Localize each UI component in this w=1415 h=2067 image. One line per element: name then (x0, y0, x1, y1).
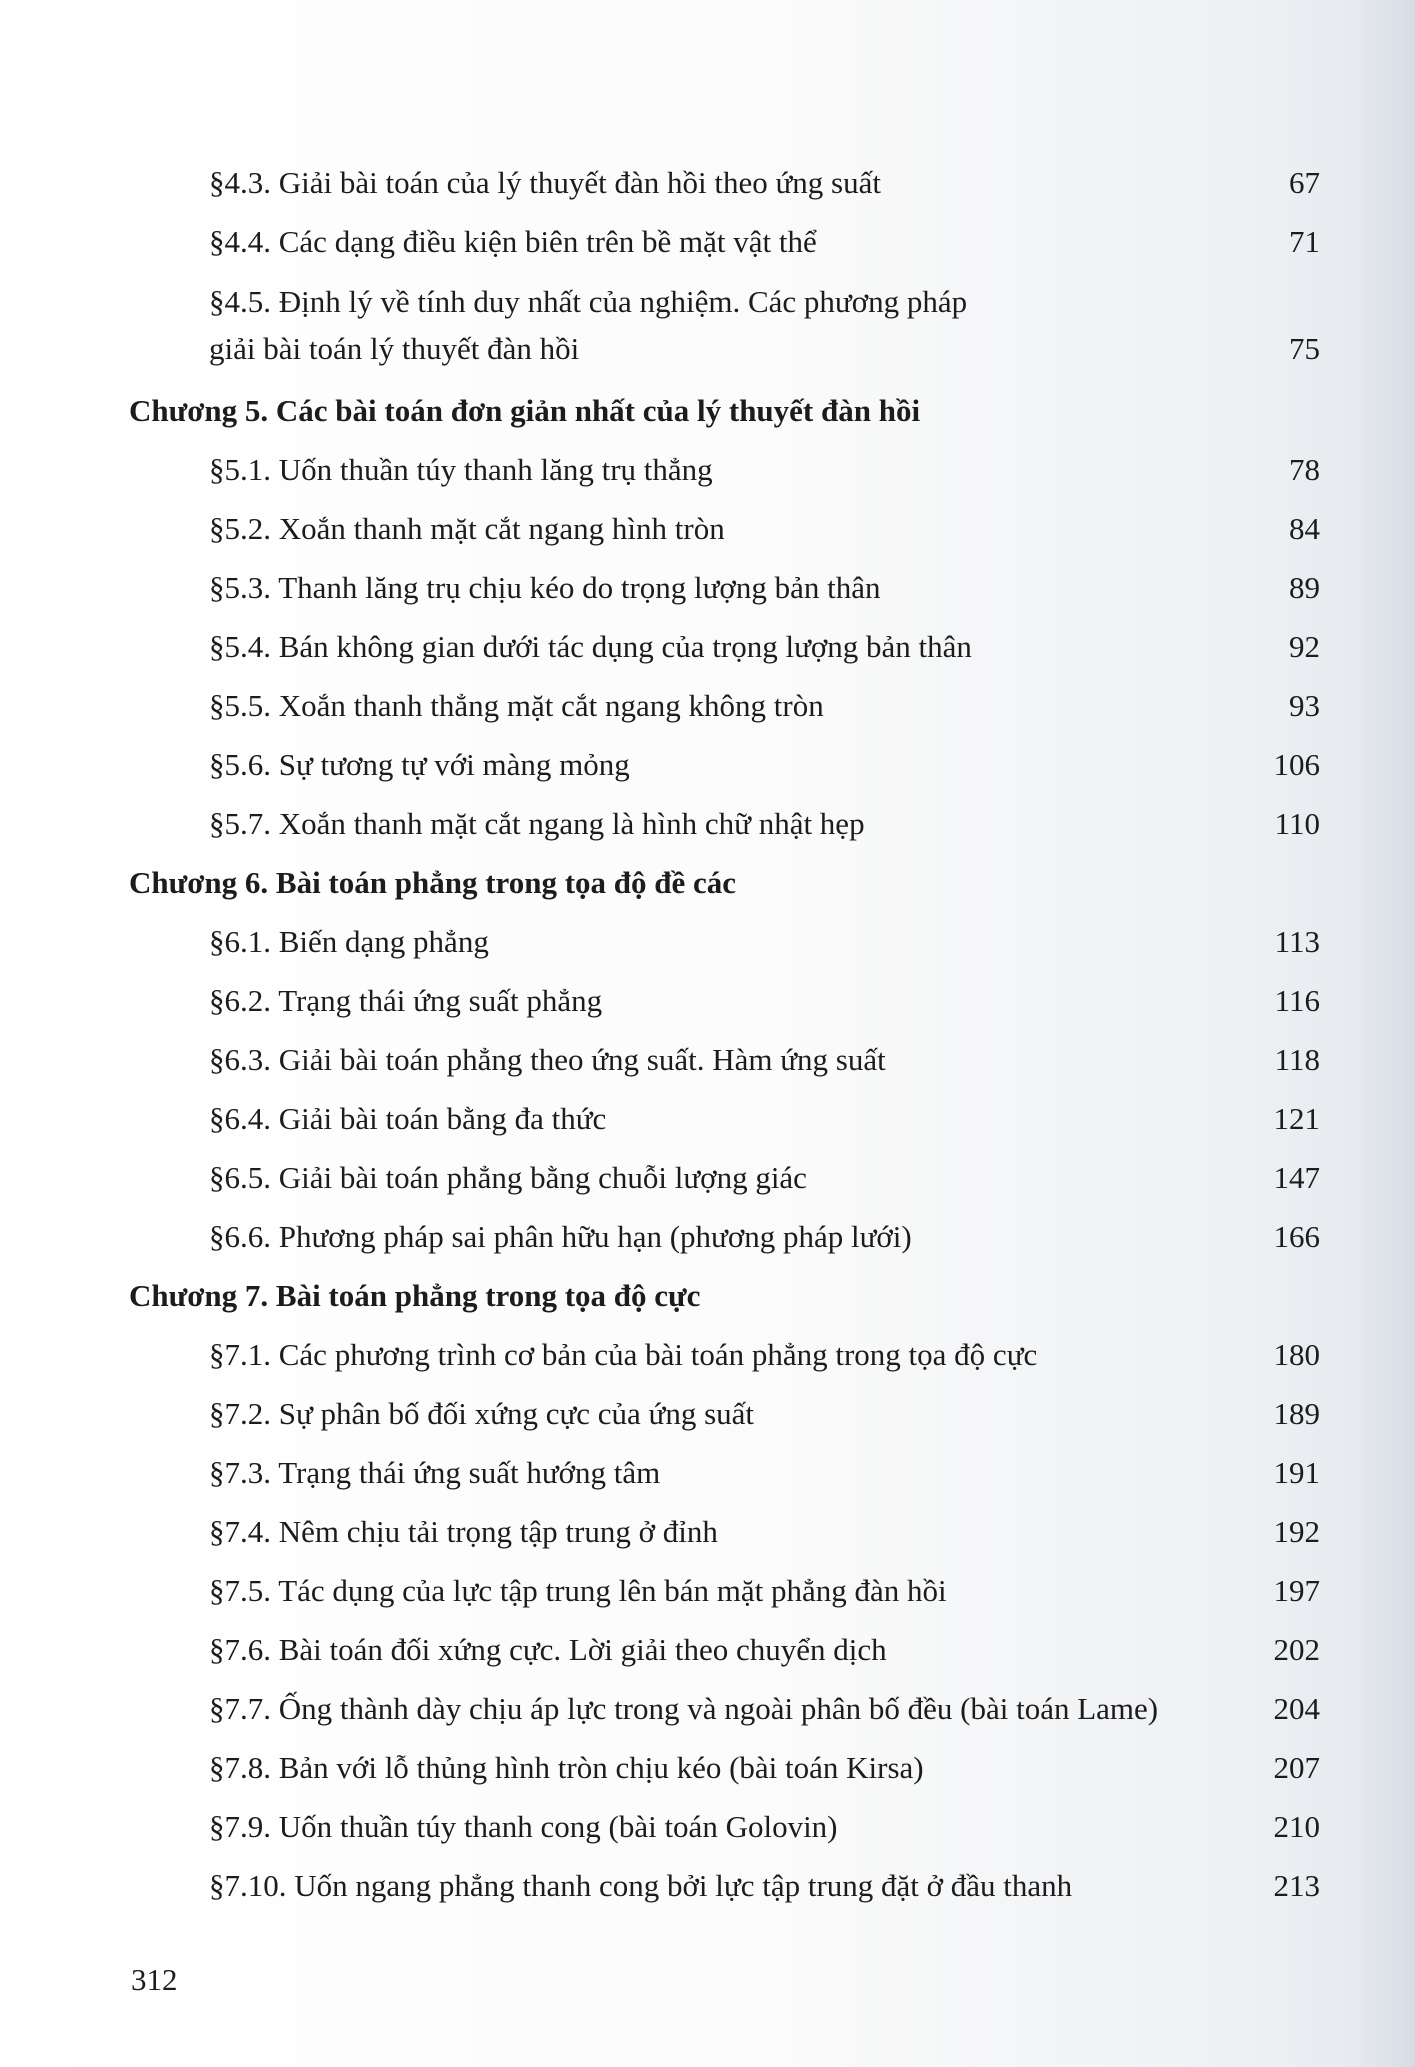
toc-entry (209, 1035, 886, 1085)
toc-entry-page: 71 (1289, 224, 1320, 259)
toc-entry (209, 1094, 606, 1144)
toc-entry-title: §4.4. Các dạng điều kiện biên trên bề mặt vật thể (209, 224, 817, 259)
toc-entry (209, 681, 824, 731)
toc-chapter-heading (129, 1271, 700, 1321)
toc-entry-page: 84 (1289, 511, 1320, 546)
toc-entry (209, 1153, 807, 1203)
toc-entry-title: §7.8. Bản với lỗ thủng hình tròn chịu kéo (bài toán Kirsa) (209, 1750, 924, 1785)
toc-entry-page: 192 (1273, 1514, 1320, 1549)
toc-entry-page: 204 (1273, 1691, 1320, 1726)
toc-entry-page: 166 (1273, 1219, 1320, 1254)
toc-entry-title: §6.4. Giải bài toán bằng đa thức (209, 1101, 607, 1136)
toc-entry-title: §5.4. Bán không gian dưới tác dụng của trọng lượng bản thân (209, 629, 972, 664)
toc-entry (209, 1802, 838, 1852)
toc-entry (209, 740, 630, 790)
toc-entry (209, 1330, 1037, 1380)
toc-chapter-heading (129, 386, 920, 436)
toc-entry-title: §6.3. Giải bài toán phẳng theo ứng suất. Hàm ứng suất (209, 1042, 886, 1077)
toc-entry (209, 799, 865, 849)
toc-entry (209, 158, 881, 208)
page-number: 312 (131, 1962, 178, 1997)
toc-entry-page: 110 (1274, 806, 1320, 841)
toc-entry-page: 67 (1289, 165, 1320, 200)
toc-entry-title: §5.1. Uốn thuần túy thanh lăng trụ thẳng (209, 452, 713, 487)
toc-entry-title: §7.6. Bài toán đối xứng cực. Lời giải theo chuyển dịch (209, 1632, 887, 1667)
toc-entry-title: §4.5. Định lý về tính duy nhất của nghiệm. Các phương pháp (209, 284, 968, 319)
toc-entry (209, 217, 817, 267)
toc-chapter-title: Chương 5. Các bài toán đơn giản nhất của lý thuyết đàn hồi (129, 393, 921, 428)
toc-entry-title: §4.3. Giải bài toán của lý thuyết đàn hồi theo ứng suất (209, 165, 881, 200)
page-edge-shadow (1355, 0, 1415, 2067)
toc-entry (209, 1212, 912, 1262)
toc-entry-title: §7.5. Tác dụng của lực tập trung lên bán mặt phẳng đàn hồi (209, 1573, 947, 1608)
toc-entry (209, 504, 725, 554)
toc-entry-page: 202 (1273, 1632, 1320, 1667)
toc-entry (209, 1625, 887, 1675)
toc-entry-page: 118 (1274, 1042, 1320, 1077)
toc-entry-title: §6.6. Phương pháp sai phân hữu hạn (phương pháp lưới) (209, 1219, 912, 1254)
toc-entry-page: 89 (1289, 570, 1320, 605)
toc-entry-title: §6.5. Giải bài toán phẳng bằng chuỗi lượng giác (209, 1160, 807, 1195)
toc-entry-page: 93 (1289, 688, 1320, 723)
toc-entry (209, 976, 602, 1026)
toc-entry-page: 92 (1289, 629, 1320, 664)
toc-entry-title: §5.7. Xoắn thanh mặt cắt ngang là hình chữ nhật hẹp (209, 806, 865, 841)
toc-entry (209, 563, 880, 613)
toc-entry-title: §5.5. Xoắn thanh thẳng mặt cắt ngang không tròn (209, 688, 824, 723)
toc-entry (209, 445, 713, 495)
toc-chapter-title: Chương 7. Bài toán phẳng trong tọa độ cực (129, 1278, 701, 1313)
toc-entry-title: §5.6. Sự tương tự với màng mỏng (209, 747, 630, 782)
toc-entry-page: 78 (1289, 452, 1320, 487)
toc-entry-page: 189 (1273, 1396, 1320, 1431)
toc-entry-title: §6.2. Trạng thái ứng suất phẳng (209, 983, 603, 1018)
toc-entry (209, 1507, 718, 1557)
toc-entry-page: 180 (1273, 1337, 1320, 1372)
toc-entry (209, 1389, 754, 1439)
toc-entry (209, 622, 972, 672)
toc-entry (209, 1861, 1072, 1911)
toc-entry-page: 121 (1273, 1101, 1320, 1136)
toc-entry (209, 917, 489, 967)
toc-entry-page: 113 (1274, 924, 1320, 959)
toc-entry-page: 207 (1273, 1750, 1320, 1785)
toc-entry-title: §7.9. Uốn thuần túy thanh cong (bài toán Golovin) (209, 1809, 838, 1844)
toc-entry-page: 116 (1274, 983, 1320, 1018)
toc-chapter-heading (129, 858, 736, 908)
toc-entry-continuation (209, 324, 579, 374)
toc-entry-page: 210 (1273, 1809, 1320, 1844)
toc-entry-title: giải bài toán lý thuyết đàn hồi (209, 331, 580, 366)
toc-entry-title: §7.10. Uốn ngang phẳng thanh cong bởi lực tập trung đặt ở đầu thanh (209, 1868, 1073, 1903)
toc-entry (209, 1743, 924, 1793)
toc-entry-title: §5.3. Thanh lăng trụ chịu kéo do trọng lượng bản thân (209, 570, 881, 605)
toc-entry-title: §6.1. Biến dạng phẳng (209, 924, 489, 959)
toc-entry (209, 1566, 947, 1616)
toc-entry (209, 277, 967, 327)
toc-entry-page: 213 (1273, 1868, 1320, 1903)
toc-entry-page: 197 (1273, 1573, 1320, 1608)
toc-entry-page: 191 (1273, 1455, 1320, 1490)
toc-entry-title: §7.4. Nêm chịu tải trọng tập trung ở đỉnh (209, 1514, 718, 1549)
toc-entry-title: §5.2. Xoắn thanh mặt cắt ngang hình tròn (209, 511, 725, 546)
toc-entry (209, 1448, 660, 1498)
toc-entry-page: 75 (1289, 331, 1320, 366)
toc-entry-title: §7.2. Sự phân bố đối xứng cực của ứng suất (209, 1396, 755, 1431)
toc-entry-page: 106 (1273, 747, 1320, 782)
toc-entry-title: §7.3. Trạng thái ứng suất hướng tâm (209, 1455, 661, 1490)
toc-entry-title: §7.1. Các phương trình cơ bản của bài toán phẳng trong tọa độ cực (209, 1337, 1038, 1372)
toc-entry-page: 147 (1273, 1160, 1320, 1195)
toc-entry-title: §7.7. Ống thành dày chịu áp lực trong và ngoài phân bố đều (bài toán Lame) (209, 1691, 1159, 1726)
toc-entry (209, 1684, 1158, 1734)
toc-chapter-title: Chương 6. Bài toán phẳng trong tọa độ đề các (129, 865, 737, 900)
